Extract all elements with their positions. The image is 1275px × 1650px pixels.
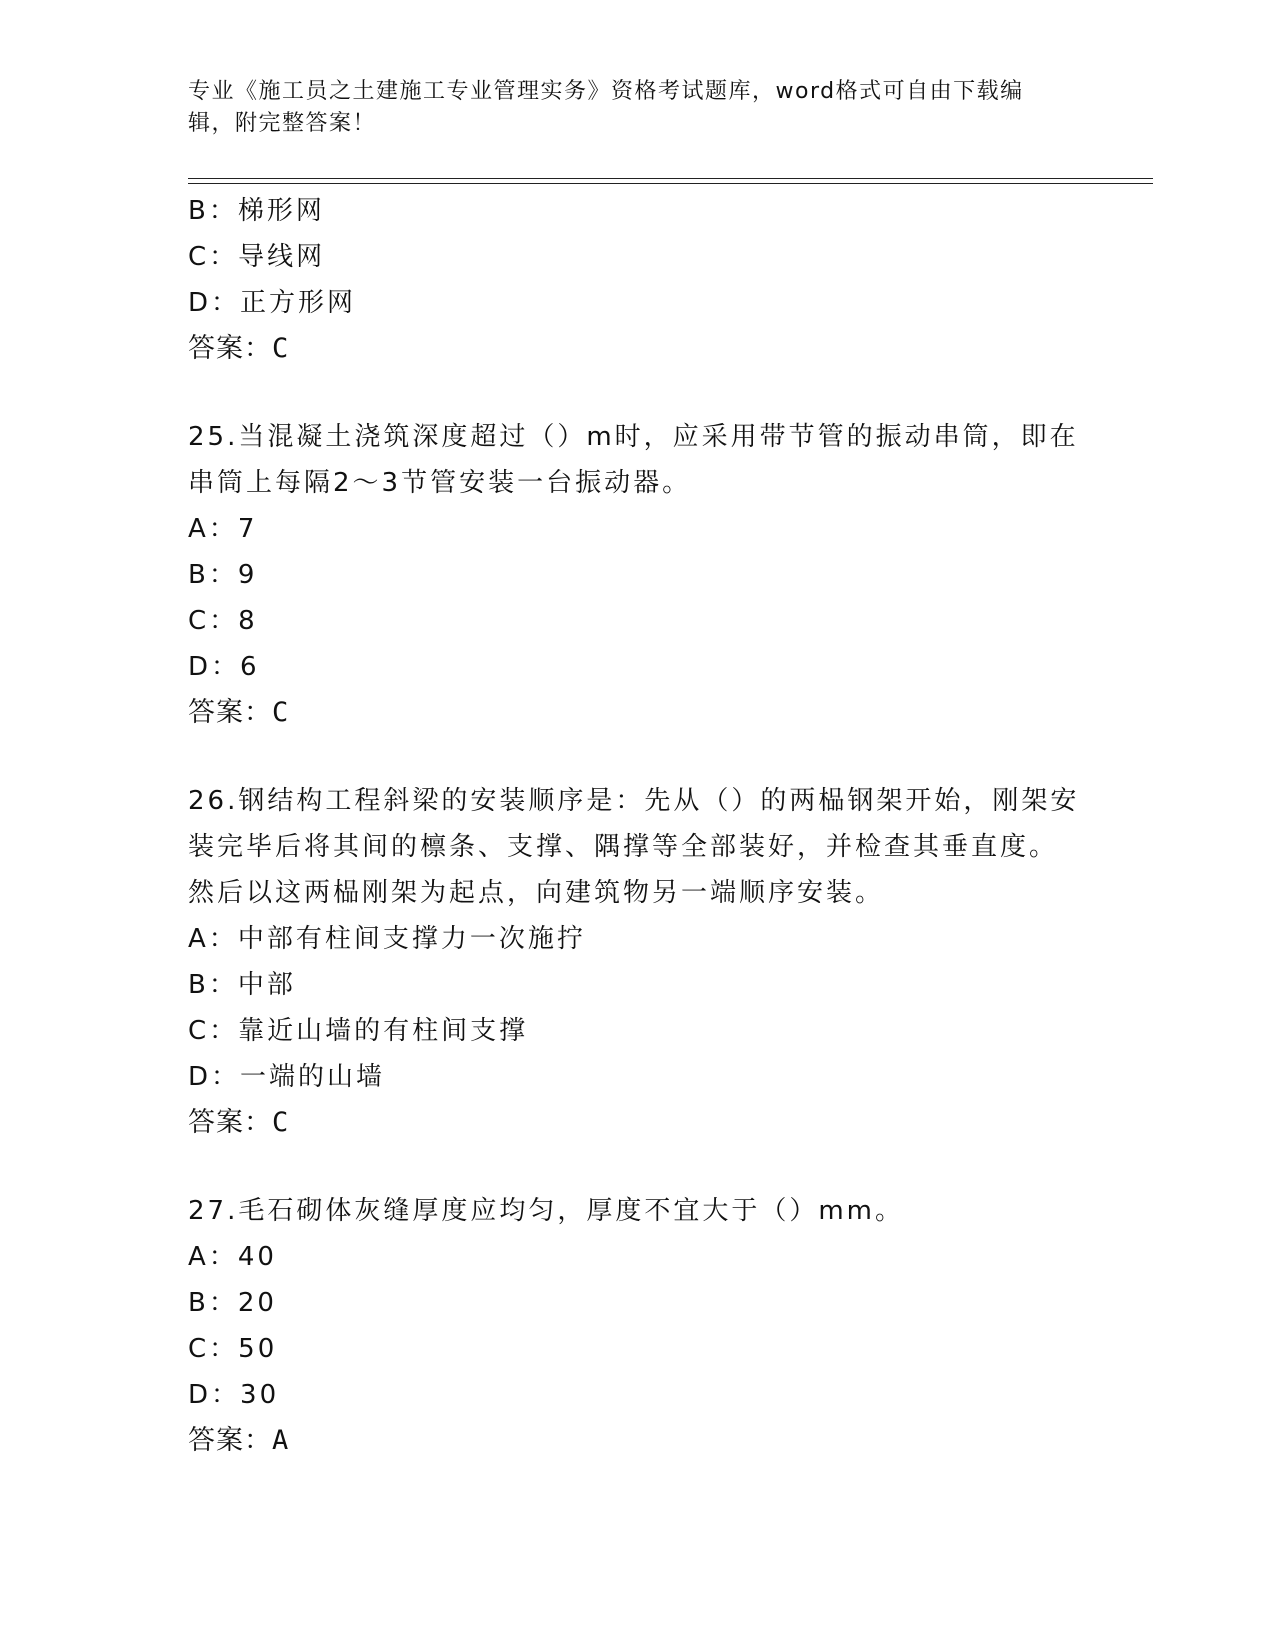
question-list xyxy=(188,188,1088,1464)
option-text: 8 xyxy=(238,606,258,636)
option-d xyxy=(188,1372,1088,1418)
option-a xyxy=(188,916,1088,962)
answer-label: 答案： xyxy=(188,1425,272,1456)
header-line-2: 辑，附完整答案！ xyxy=(188,111,377,136)
option-a xyxy=(188,506,1088,552)
option-key: D xyxy=(188,1062,212,1092)
document-header xyxy=(188,76,1068,140)
option-sep: ： xyxy=(211,652,241,682)
option-key: C xyxy=(188,1334,210,1364)
answer-label: 答案： xyxy=(188,1107,272,1138)
option-sep: ： xyxy=(208,970,238,1000)
option-key: D xyxy=(188,1380,212,1410)
header-divider-top xyxy=(188,178,1153,179)
option-sep: ： xyxy=(211,1380,241,1410)
option-key: B xyxy=(188,196,209,226)
option-text: 正方形网 xyxy=(240,288,357,318)
option-c xyxy=(188,1008,1088,1054)
option-b xyxy=(188,962,1088,1008)
option-sep: ： xyxy=(211,288,241,318)
question-stem-line: 串筒上每隔2～3节管安装一台振动器。 xyxy=(188,468,692,498)
option-sep: ： xyxy=(208,1242,238,1272)
option-text: 中部 xyxy=(237,970,296,1000)
option-text: 30 xyxy=(240,1380,280,1410)
option-b xyxy=(188,1280,1088,1326)
option-key: D xyxy=(188,288,212,318)
header-line-1: 专业《施工员之土建施工专业管理实务》资格考试题库，word格式可自由下载编 xyxy=(188,79,1024,104)
option-key: B xyxy=(188,1288,209,1318)
answer-line xyxy=(188,690,1088,736)
option-sep: ： xyxy=(208,924,238,954)
option-sep: ： xyxy=(211,1062,241,1092)
option-text: 40 xyxy=(237,1242,277,1272)
answer-line xyxy=(188,1418,1088,1464)
option-sep: ： xyxy=(209,606,239,636)
option-key: A xyxy=(188,514,209,544)
answer-line xyxy=(188,1100,1088,1146)
option-c xyxy=(188,1326,1088,1372)
option-sep: ： xyxy=(208,560,238,590)
option-d xyxy=(188,280,1088,326)
option-a xyxy=(188,1234,1088,1280)
option-text: 20 xyxy=(237,1288,277,1318)
question-continued xyxy=(188,188,1088,372)
option-sep: ： xyxy=(208,514,238,544)
question-stem-line: 27.毛石砌体灰缝厚度应均匀，厚度不宜大于（）mm。 xyxy=(188,1196,905,1226)
option-key: C xyxy=(188,606,210,636)
option-b xyxy=(188,552,1088,598)
option-c xyxy=(188,598,1088,644)
question-stem-line: 26.钢结构工程斜梁的安装顺序是：先从（）的两榀钢架开始，刚架安 xyxy=(188,786,1080,816)
option-key: B xyxy=(188,560,209,590)
answer-value: A xyxy=(272,1425,290,1456)
option-d xyxy=(188,1054,1088,1100)
option-key: A xyxy=(188,924,209,954)
option-sep: ： xyxy=(209,1334,239,1364)
option-text: 50 xyxy=(238,1334,278,1364)
option-text: 梯形网 xyxy=(237,196,325,226)
option-c xyxy=(188,234,1088,280)
option-key: C xyxy=(188,242,210,272)
option-key: D xyxy=(188,652,212,682)
option-text: 9 xyxy=(237,560,258,590)
option-text: 7 xyxy=(237,514,258,544)
option-text: 一端的山墙 xyxy=(240,1062,386,1092)
answer-value: C xyxy=(272,697,290,728)
option-text: 6 xyxy=(240,652,260,682)
question-stem-line: 25.当混凝土浇筑深度超过（）m时，应采用带节管的振动串筒，即在 xyxy=(188,422,1079,452)
question-stem-line: 装完毕后将其间的檩条、支撑、隅撑等全部装好，并检查其垂直度。 xyxy=(188,832,1059,862)
answer-value: C xyxy=(272,333,290,364)
answer-line xyxy=(188,326,1088,372)
option-sep: ： xyxy=(208,1288,238,1318)
option-b xyxy=(188,188,1088,234)
option-text: 导线网 xyxy=(238,242,326,272)
option-key: A xyxy=(188,1242,209,1272)
question-25 xyxy=(188,414,1088,736)
option-text: 靠近山墙的有柱间支撑 xyxy=(238,1016,529,1046)
answer-value: C xyxy=(272,1107,290,1138)
question-26 xyxy=(188,778,1088,1146)
option-sep: ： xyxy=(208,196,238,226)
answer-label: 答案： xyxy=(188,333,272,364)
header-divider-bottom xyxy=(188,183,1153,184)
option-key: C xyxy=(188,1016,210,1046)
option-d xyxy=(188,644,1088,690)
option-sep: ： xyxy=(209,1016,239,1046)
answer-label: 答案： xyxy=(188,697,272,728)
option-sep: ： xyxy=(209,242,239,272)
question-27 xyxy=(188,1188,1088,1464)
option-text: 中部有柱间支撑力一次施拧 xyxy=(237,924,586,954)
question-stem-line: 然后以这两榀刚架为起点，向建筑物另一端顺序安装。 xyxy=(188,878,885,908)
option-key: B xyxy=(188,970,209,1000)
